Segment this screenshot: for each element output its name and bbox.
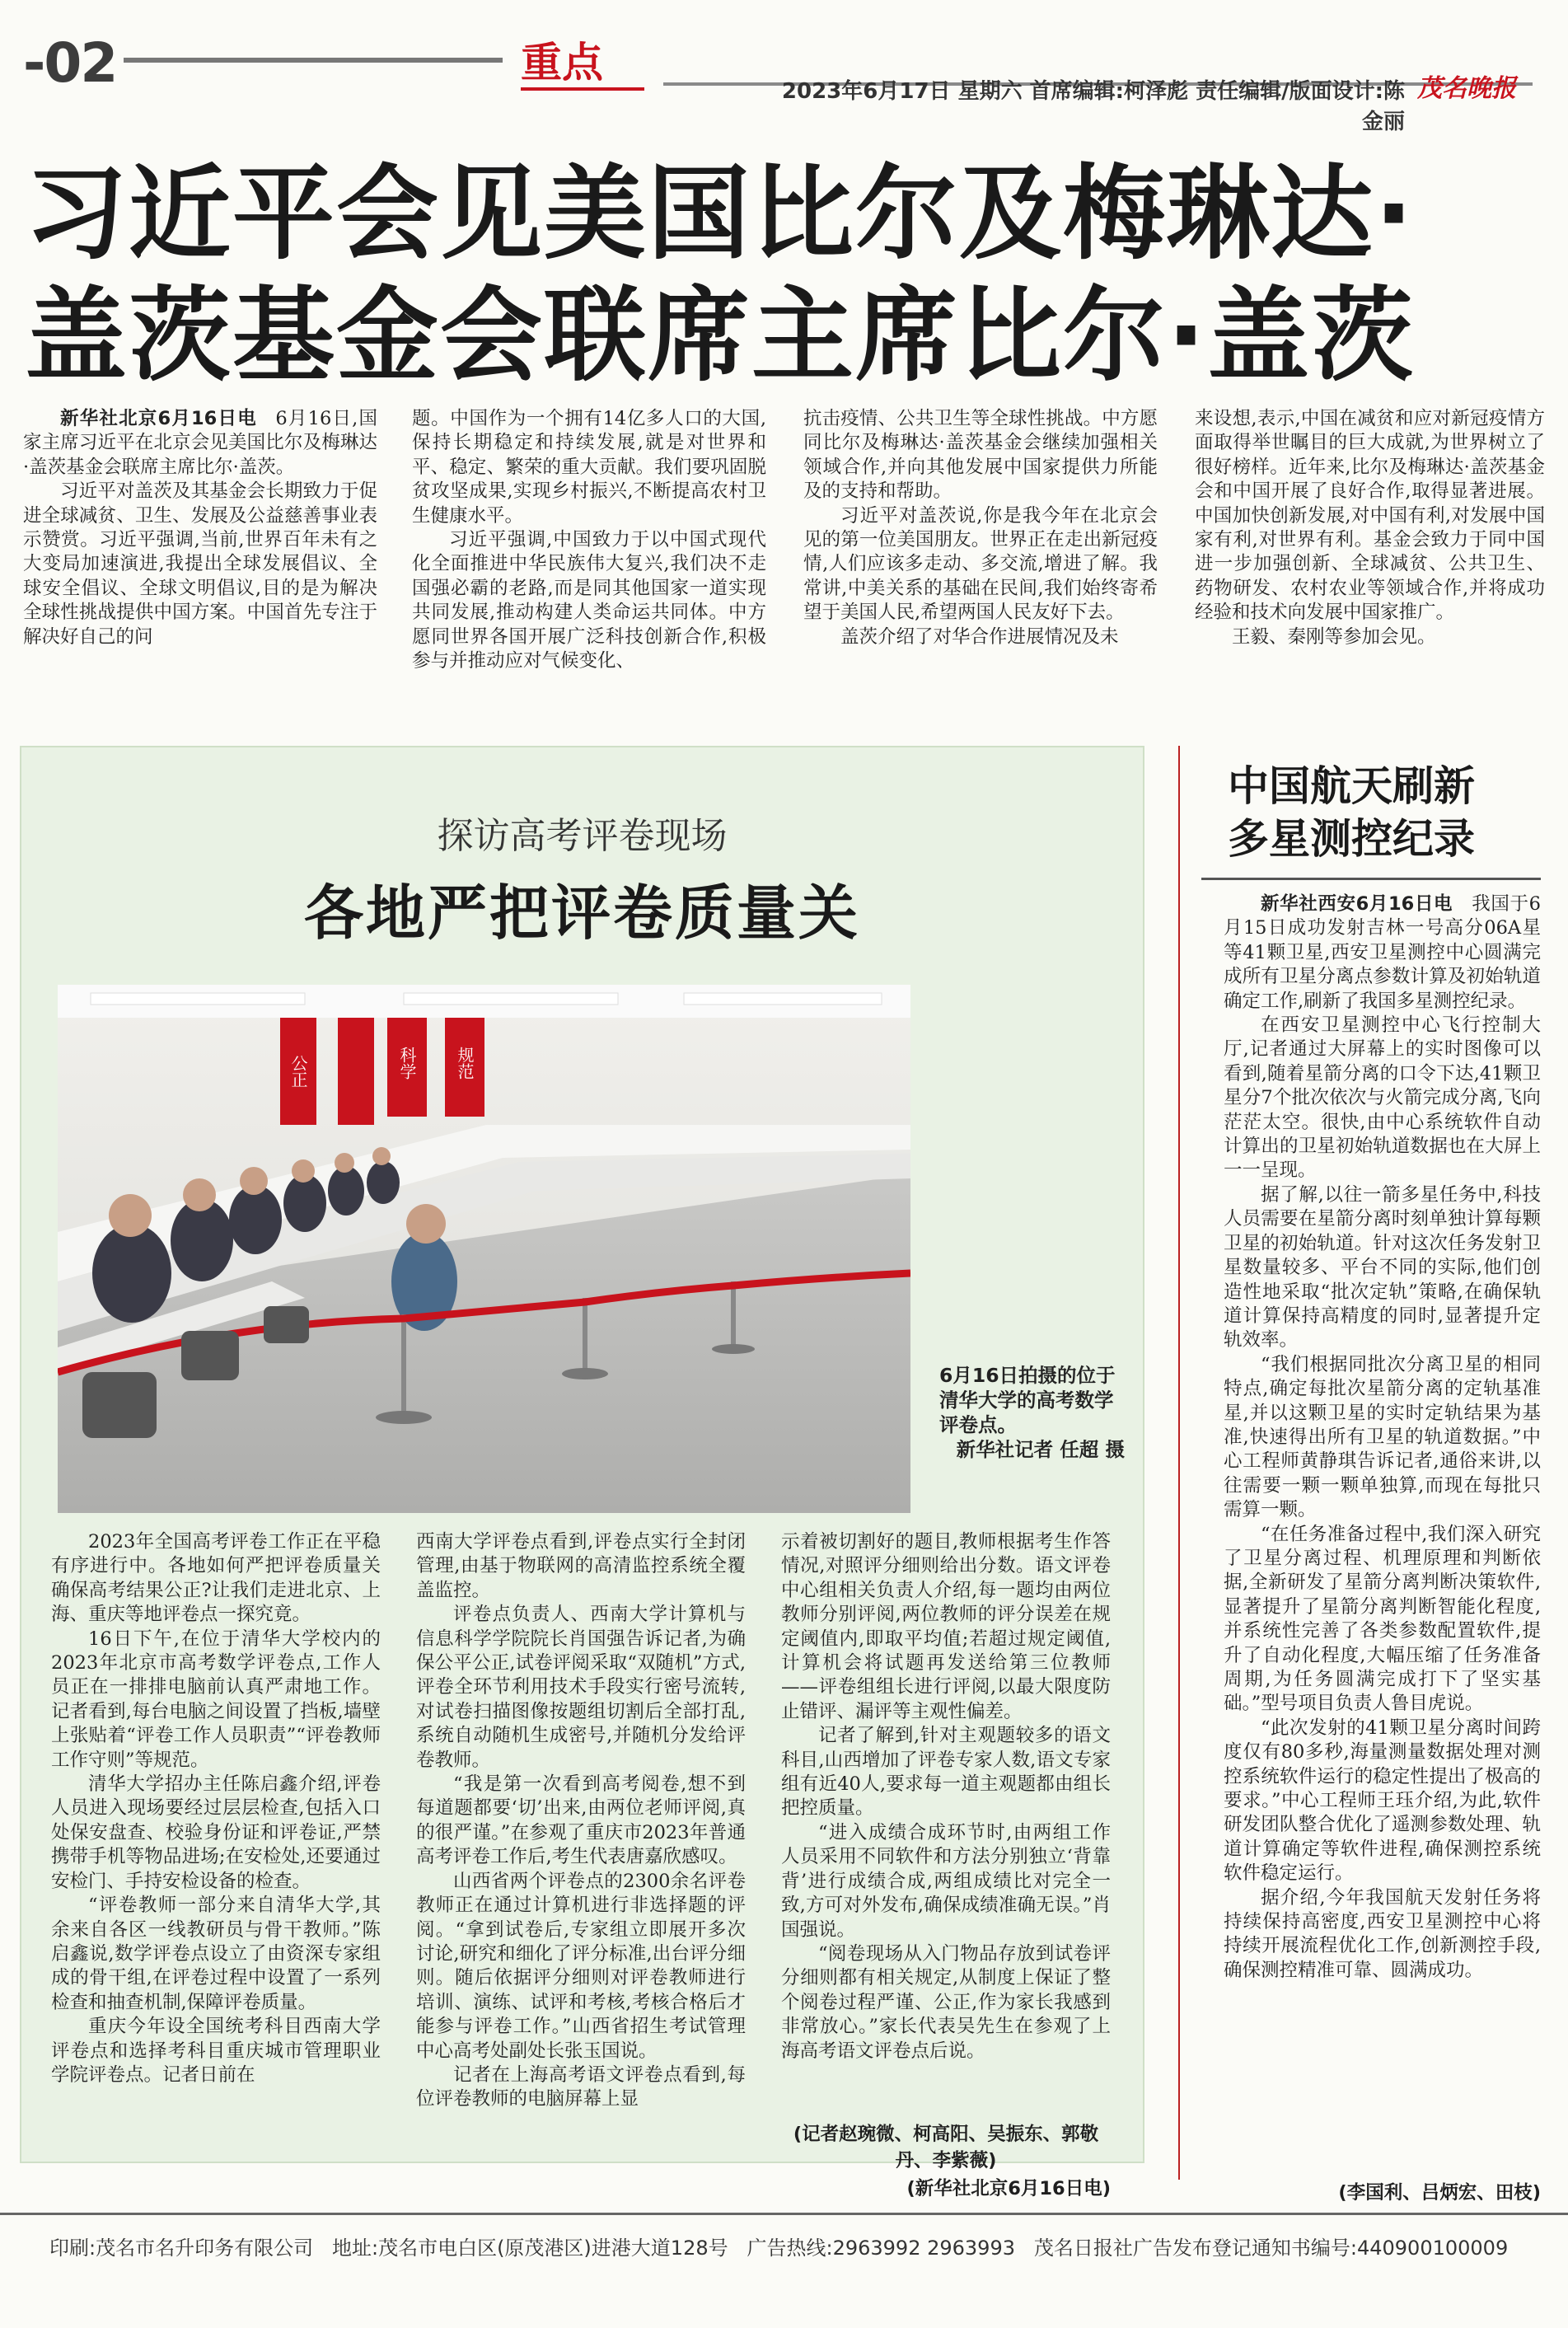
paragraph-text: “我们根据同批次分离卫星的相同特点,确定每批次星箭分离的定轨基准星,并以这颗卫星的实时定轨结果为基准,快速得出所有卫星的轨道数据。”中心工程师黄静琪告诉记者,通俗来讲,以往需要一颗一颗单独算,而现在每批只需算一颗。 <box>1224 1353 1541 1521</box>
paragraph <box>51 1894 381 2015</box>
paragraph <box>1224 1353 1541 1523</box>
paragraph-text: 抗击疫情、公共卫生等全球性挑战。中方愿同比尔及梅琳达·盖茨基金会继续加强相关领域合作,并向其他发展中国家提供力所能及的支持和帮助。 <box>803 408 1158 503</box>
paragraph <box>412 407 766 528</box>
banner-sign-1: 公正 <box>288 1055 308 1088</box>
paragraph-text: 清华大学招办主任陈启鑫介绍,评卷人员进入现场要经过层层检查,包括入口处保安盘查、校验身份证和评卷证,严禁携带手机等物品进场;在安检处,还要通过安检门、手持安检设备的检查。 <box>51 1773 381 1892</box>
paragraph <box>781 1724 1111 1821</box>
banner-sign-3: 规范 <box>455 1047 475 1080</box>
exam-marking-photo <box>58 985 910 1513</box>
side-story-body <box>1224 892 1541 1983</box>
side-title-rule <box>1201 878 1541 880</box>
feature-column-2 <box>416 1530 746 2112</box>
lead-column-3 <box>803 407 1158 649</box>
paper-logo: 茂名晚报 <box>1417 74 1516 103</box>
paragraph <box>1195 625 1545 649</box>
paragraph <box>1224 1183 1541 1353</box>
banner-sign-2: 科学 <box>397 1047 417 1080</box>
column-divider <box>1178 746 1180 2180</box>
paragraph-text: 山西省两个评卷点的2300余名评卷教师正在通过计算机进行非选择题的评阅。“拿到试卷后,专家组立即展开多次讨论,研究和细化了评分标准,出台评分细则。随后依据评分细则对评卷教师进行培训、演练、试评和考核,考核合格后才能参与评卷工作。”山西省招生考试管理中心高考处副处长张玉国说。 <box>416 1870 746 2062</box>
paragraph <box>803 407 1158 504</box>
footer-rule <box>0 2213 1568 2215</box>
paragraph-text: 据了解,以往一箭多星任务中,科技人员需要在星箭分离时刻单独计算每颗卫星的初始轨道。针对这次任务发射卫星数量较多、平台不同的实际,他们创造性地采取“批次定轨”策略,在确保轨道计算保持高精度的同时,显著提升定轨效率。 <box>1224 1183 1541 1351</box>
lead-headline-line2: 盖茨基金会联席主席比尔·盖茨 <box>25 277 1416 396</box>
paragraph-text: 记者在上海高考语文评卷点看到,每位评卷教师的电脑屏幕上显 <box>416 2063 746 2110</box>
paragraph <box>803 625 1158 649</box>
paragraph-text: 来设想,表示,中国在减贫和应对新冠疫情方面取得举世瞩目的巨大成就,为世界树立了很好榜样。近年来,比尔及梅琳达·盖茨基金会和中国开展了良好合作,取得显著进展。中国加快创新发展,对中国有利,对发展中国家有利,对世界有利。基金会致力于同中国进一步加强创新、全球减贫、公共卫生、药物研发、农村农业等领域合作,并将成功经验和技术向发展中国家推广。 <box>1195 408 1545 624</box>
paragraph <box>781 1942 1111 2063</box>
paragraph <box>781 1530 1111 1724</box>
feature-title: 各地严把评卷质量关 <box>303 878 860 948</box>
paragraph <box>1195 407 1545 625</box>
photo-illustration <box>58 985 910 1513</box>
paragraph <box>412 528 766 673</box>
paragraph-text: “进入成绩合成环节时,由两组工作人员采用不同软件和方法分别独立‘背靠背’进行成绩合成,两组成绩比对完全一致,方可对外发布,确保成绩准确无误。”肖国强说。 <box>781 1821 1111 1941</box>
paragraph <box>416 2063 746 2112</box>
header-rule-left <box>124 58 503 63</box>
paragraph-text: “在任务准备过程中,我们深入研究了卫星分离过程、机理原理和判断依据,全新研发了星箭分离判断决策软件,显著提升了星箭分离判断智能化程度,并系统性完善了各类参数配置软件,提升了自动化程度,大幅压缩了任务准备周期,为任务圆满完成打下了坚实基础。”型号项目负责人鲁目虎说。 <box>1224 1523 1541 1715</box>
paragraph-text: 示着被切割好的题目,教师根据考生作答情况,对照评分细则给出分数。语文评卷中心组相关负责人介绍,每一题均由两位教师分别评阅,两位教师的评分误差在规定阈值内,即取平均值;若超过规定阈值,计算机会将试题再发送给第三位教师——评卷组组长进行评阅,以最大限度防止错评、漏评等主观性偏差。 <box>781 1531 1111 1722</box>
lead-headline-line1: 习近平会见美国比尔及梅琳达· <box>25 155 1416 274</box>
paragraph-text: “我是第一次看到高考阅卷,想不到每道题都要‘切’出来,由两位老师评阅,真的很严谨。”在参观了重庆市2023年普通高考评卷工作后,考生代表唐嘉欣感叹。 <box>416 1773 746 1868</box>
feature-column-3 <box>781 1530 1111 2063</box>
paragraph-text: 据介绍,今年我国航天发射任务将持续保持高密度,西安卫星测控中心将持续开展流程优化工作,创新测控手段,确保测控精准可靠、圆满成功。 <box>1224 1886 1541 1981</box>
paragraph-text: 王毅、秦刚等参加会见。 <box>1232 625 1436 648</box>
paragraph-text: 评卷点负责人、西南大学计算机与信息科学学院院长肖国强告诉记者,为确保公平公正,试卷评阅采取“双随机”方式,评卷全环节利用技术手段实行密号流转,对试卷扫描图像按题组切割后全部打乱,系统自动随机生成密号,并随机分发给评卷教师。 <box>416 1604 746 1771</box>
paragraph-text: 我国于6月15日成功发射吉林一号高分06A星等41颗卫星,西安卫星测控中心圆满完成所有卫星分离点参数计算及初始轨道确定工作,刷新了我国多星测控纪录。 <box>1224 893 1541 1012</box>
paragraph-text: “评卷教师一部分来自清华大学,其余来自各区一线教研员与骨干教师。”陈启鑫说,数学评卷点设立了由资深专家组成的骨干组,在评卷过程中设置了一系列检查和抽查机制,保障评卷质量。 <box>51 1895 381 2013</box>
footer-address: 地址:茂名市电白区(原茂港区)进港大道128号 <box>331 2237 728 2260</box>
side-title-line2: 多星测控纪录 <box>1228 815 1475 863</box>
edition-info: 2023年6月17日 星期六 首席编辑:柯泽彪 责任编辑/版面设计:陈金丽 <box>781 79 1405 134</box>
footer-printer: 印刷:茂名市名升印务有限公司 <box>49 2237 314 2260</box>
paragraph-text: “此次发射的41颗卫星分离时间跨度仅有80多秒,海量测量数据处理对测控系统软件运行的稳定性提出了极高的要求。”中心工程师王珏介绍,为此,软件研发团队整合优化了遥测参数处理、轨道计算确定等软件进程,确保测控系统软件稳定运行。 <box>1224 1717 1541 1885</box>
lead-column-4 <box>1195 407 1545 649</box>
paragraph-text: 重庆今年设全国统考科目西南大学评卷点和选择考科目重庆城市管理职业学院评卷点。记者日前在 <box>51 2016 381 2086</box>
paragraph-text: 题。中国作为一个拥有14亿多人口的大国,保持长期稳定和持续发展,就是对世界和平、稳定、繁荣的重大贡献。我们要巩固脱贫攻坚成果,实现乡村振兴,不断提高农村卫生健康水平。 <box>412 408 766 527</box>
paragraph <box>51 1773 381 1894</box>
paragraph-text: 记者了解到,针对主观题较多的语文科目,山西增加了评卷专家人数,语文专家组有近40人,要求每一道主观题都由组长把控质量。 <box>781 1725 1111 1820</box>
paragraph-text: 习近平对盖茨及其基金会长期致力于促进全球减贫、卫生、发展及公益慈善事业表示赞赏。习近平强调,当前,世界百年未有之大变局加速演进,我提出全球发展倡议、全球安全倡议、全球文明倡议,目的是为解决全球性挑战提供中国方案。中国首先专注于解决好自己的问 <box>23 480 377 648</box>
paragraph <box>51 2015 381 2087</box>
paragraph <box>51 1628 381 1773</box>
paragraph <box>23 407 377 480</box>
lead-column-2 <box>412 407 766 673</box>
paragraph <box>23 480 377 649</box>
footer-ad-hotline: 广告热线:2963992 2963993 <box>747 2237 1015 2260</box>
side-story-reporters: (李国利、吕炳宏、田枝) <box>1338 2182 1541 2204</box>
paragraph <box>1224 1014 1541 1183</box>
paragraph <box>781 1821 1111 1942</box>
page-number: -02 <box>23 31 117 95</box>
footer-ad-license: 茂名日报社广告发布登记通知书编号:440900100009 <box>1033 2237 1509 2260</box>
feature-kicker: 探访高考评卷现场 <box>437 815 728 857</box>
paragraph-text: 习近平强调,中国致力于以中国式现代化全面推进中华民族伟大复兴,我们决不走国强必霸的老路,而是同其他国家一道实现共同发展,推动构建人类命运共同体。中方愿同世界各国开展广泛科技创新合作,积极参与并推动应对气候变化、 <box>412 529 766 672</box>
side-story-title <box>1228 760 1541 865</box>
paragraph-text: 习近平对盖茨说,你是我今年在北京会见的第一位美国朋友。世界正在走出新冠疫情,人们应该多走动、多交流,增进了解。我常讲,中美关系的基础在民间,我们始终寄希望于美国人民,希望两国人民友好下去。 <box>803 504 1158 624</box>
paragraph <box>1224 1523 1541 1717</box>
footer <box>49 2232 1557 2260</box>
feature-source: (新华社北京6月16日电) <box>906 2178 1111 2199</box>
paragraph-text: “阅卷现场从入门物品存放到试卷评分细则都有相关规定,从制度上保证了整个阅卷过程严谨、公正,作为家长我感到非常放心。”家长代表吴先生在参观了上海高考语文评卷点后说。 <box>781 1942 1111 2062</box>
paragraph-text: 2023年全国高考评卷工作正在平稳有序进行中。各地如何严把评卷质量关确保高考结果公正?让我们走进北京、上海、重庆等地评卷点一探究竟。 <box>51 1531 381 1626</box>
paragraph <box>416 1870 746 2063</box>
dateline: 新华社西安6月16日电 <box>1261 893 1453 915</box>
paragraph-text: 盖茨介绍了对华合作进展情况及未 <box>840 625 1119 648</box>
paragraph-text: 6月16日,国家主席习近平在北京会见美国比尔及梅琳达·盖茨基金会联席主席比尔·盖茨。 <box>23 408 377 478</box>
paragraph-text: 西南大学评卷点看到,评卷点实行全封闭管理,由基于物联网的高清监控系统全覆盖监控。 <box>416 1531 746 1601</box>
paragraph <box>803 504 1158 625</box>
paragraph <box>416 1603 746 1773</box>
paragraph <box>1224 1717 1541 1886</box>
paragraph <box>1224 892 1541 1014</box>
paragraph <box>1224 1886 1541 1984</box>
paragraph <box>416 1530 746 1603</box>
paragraph-text: 16日下午,在位于清华大学校内的2023年北京市高考数学评卷点,工作人员正在一排排电脑前认真严肃地工作。记者看到,每台电脑之间设置了挡板,墙壁上张贴着“评卷工作人员职责”“评卷教师工作守则”等规范。 <box>51 1628 381 1771</box>
paragraph <box>51 1530 381 1628</box>
feature-column-1 <box>51 1530 381 2087</box>
paragraph <box>416 1773 746 1870</box>
section-tag: 重点 <box>521 40 644 91</box>
feature-reporters: (记者赵琬微、柯高阳、吴振东、郭敬丹、李紫薇) <box>793 2124 1099 2171</box>
dateline: 新华社北京6月16日电 <box>60 408 257 429</box>
photo-caption-text: 6月16日拍摄的位于清华大学的高考数学评卷点。 <box>939 1364 1116 1436</box>
lead-column-1 <box>23 407 377 649</box>
side-title-line1: 中国航天刷新 <box>1228 762 1475 810</box>
photo-credit: 新华社记者 任超 摄 <box>956 1438 1125 1461</box>
photo-caption <box>939 1363 1125 1462</box>
paragraph-text: 在西安卫星测控中心飞行控制大厅,记者通过大屏幕上的实时图像可以看到,随着星箭分离的口令下达,41颗卫星分7个批次依次与火箭完成分离,飞向茫茫太空。很快,由中心系统软件自动计算出的卫星初始轨道数据也在大屏上一一呈现。 <box>1224 1014 1541 1182</box>
